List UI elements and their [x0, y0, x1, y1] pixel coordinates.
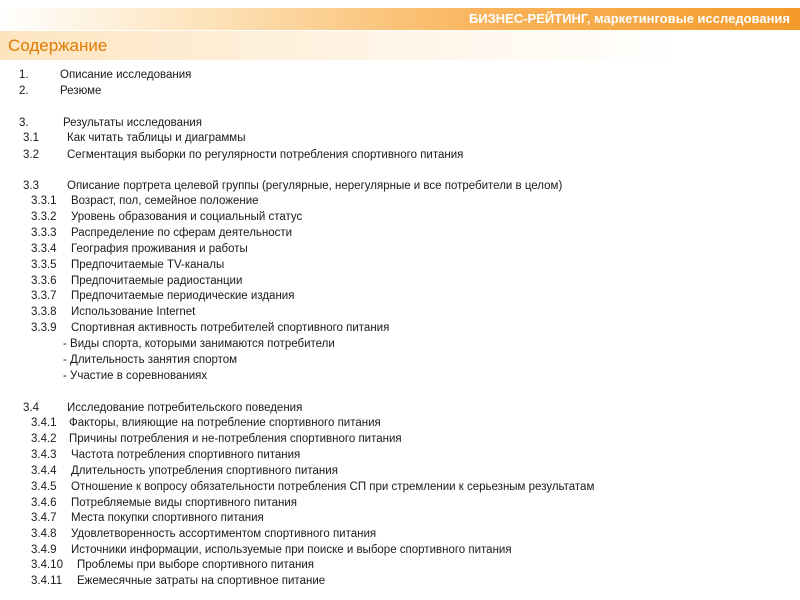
toc-text: Резюме [60, 85, 102, 97]
toc-number: 3.2 [23, 149, 39, 161]
toc-text: Предпочитаемые TV-каналы [71, 259, 225, 271]
toc-text: Как читать таблицы и диаграммы [67, 132, 246, 144]
title-band [0, 31, 800, 60]
page-title: Содержание [8, 36, 108, 55]
toc-number: 3.4.11 [31, 575, 63, 587]
toc-number: 3.3.5 [31, 259, 57, 271]
toc-number: 3.3.3 [31, 227, 57, 239]
toc-number: 2. [19, 85, 29, 97]
toc-text: - Виды спорта, которыми занимаются потребители [63, 338, 335, 350]
toc-text: Причины потребления и не-потребления спортивного питания [69, 433, 402, 445]
toc-text: Предпочитаемые радиостанции [71, 275, 243, 287]
toc-text: Факторы, влияющие на потребление спортивного питания [69, 417, 381, 429]
toc-number: 3.4.5 [31, 481, 57, 493]
toc-text: Источники информации, используемые при поиске и выборе спортивного питания [71, 544, 512, 556]
toc-text: География проживания и работы [71, 243, 248, 255]
toc-number: 3.4.1 [31, 417, 57, 429]
toc-text: Потребляемые виды спортивного питания [71, 497, 297, 509]
toc-number: 3.4.4 [31, 465, 57, 477]
toc-number: 3.3.7 [31, 290, 57, 302]
toc-number: 3.4.3 [31, 449, 57, 461]
toc-text: Места покупки спортивного питания [71, 512, 264, 524]
toc-text: Результаты исследования [63, 117, 203, 129]
toc-text: Частота потребления спортивного питания [71, 449, 301, 461]
toc-text: Предпочитаемые периодические издания [71, 290, 295, 302]
toc-text: Сегментация выборки по регулярности потребления спортивного питания [67, 149, 464, 161]
toc-text: - Участие в соревнованиях [63, 370, 208, 382]
header-bar [0, 8, 800, 30]
toc-number: 3.4.2 [31, 433, 57, 445]
toc-number: 3.4.7 [31, 512, 57, 524]
toc-text: Использование Internet [71, 306, 196, 318]
toc-text: Описание исследования [60, 69, 192, 81]
toc-number: 3.3.2 [31, 211, 57, 223]
toc-number: 3.1 [23, 132, 39, 144]
toc-text: Уровень образования и социальный статус [71, 211, 303, 223]
toc-number: 3.4.9 [31, 544, 57, 556]
toc-text: Ежемесячные затраты на спортивное питание [77, 575, 326, 587]
toc-number: 3.4.6 [31, 497, 57, 509]
toc-text: - Длительность занятия спортом [63, 354, 238, 366]
toc-number: 3.3.1 [31, 195, 57, 207]
toc-number: 3.3.6 [31, 275, 57, 287]
toc-number: 3.3.4 [31, 243, 57, 255]
toc-text: Описание портрета целевой группы (регулярные, нерегулярные и все потребители в целом) [67, 180, 563, 192]
toc-text: Возраст, пол, семейное положение [71, 195, 259, 207]
toc-text: Удовлетворенность ассортиментом спортивного питания [71, 528, 377, 540]
toc-text: Исследование потребительского поведения [67, 402, 303, 414]
brand-label: БИЗНЕС-РЕЙТИНГ, маркетинговые исследования [468, 11, 790, 26]
toc-number: 3.4.8 [31, 528, 57, 540]
toc-number: 3.3.8 [31, 306, 57, 318]
toc-number: 1. [19, 69, 29, 81]
toc-text: Отношение к вопросу обязательности потребления СП при стремлении к серьезным результатам [71, 481, 595, 493]
toc-number: 3.3 [23, 180, 39, 192]
toc-number: 3. [19, 117, 29, 129]
toc-text: Спортивная активность потребителей спортивного питания [71, 322, 390, 334]
toc-text: Длительность употребления спортивного питания [71, 465, 338, 477]
toc-text: Распределение по сферам деятельности [71, 227, 293, 239]
toc-number: 3.4 [23, 402, 39, 414]
toc-text: Проблемы при выборе спортивного питания [77, 559, 314, 571]
toc-number: 3.3.9 [31, 322, 57, 334]
toc-number: 3.4.10 [31, 559, 63, 571]
